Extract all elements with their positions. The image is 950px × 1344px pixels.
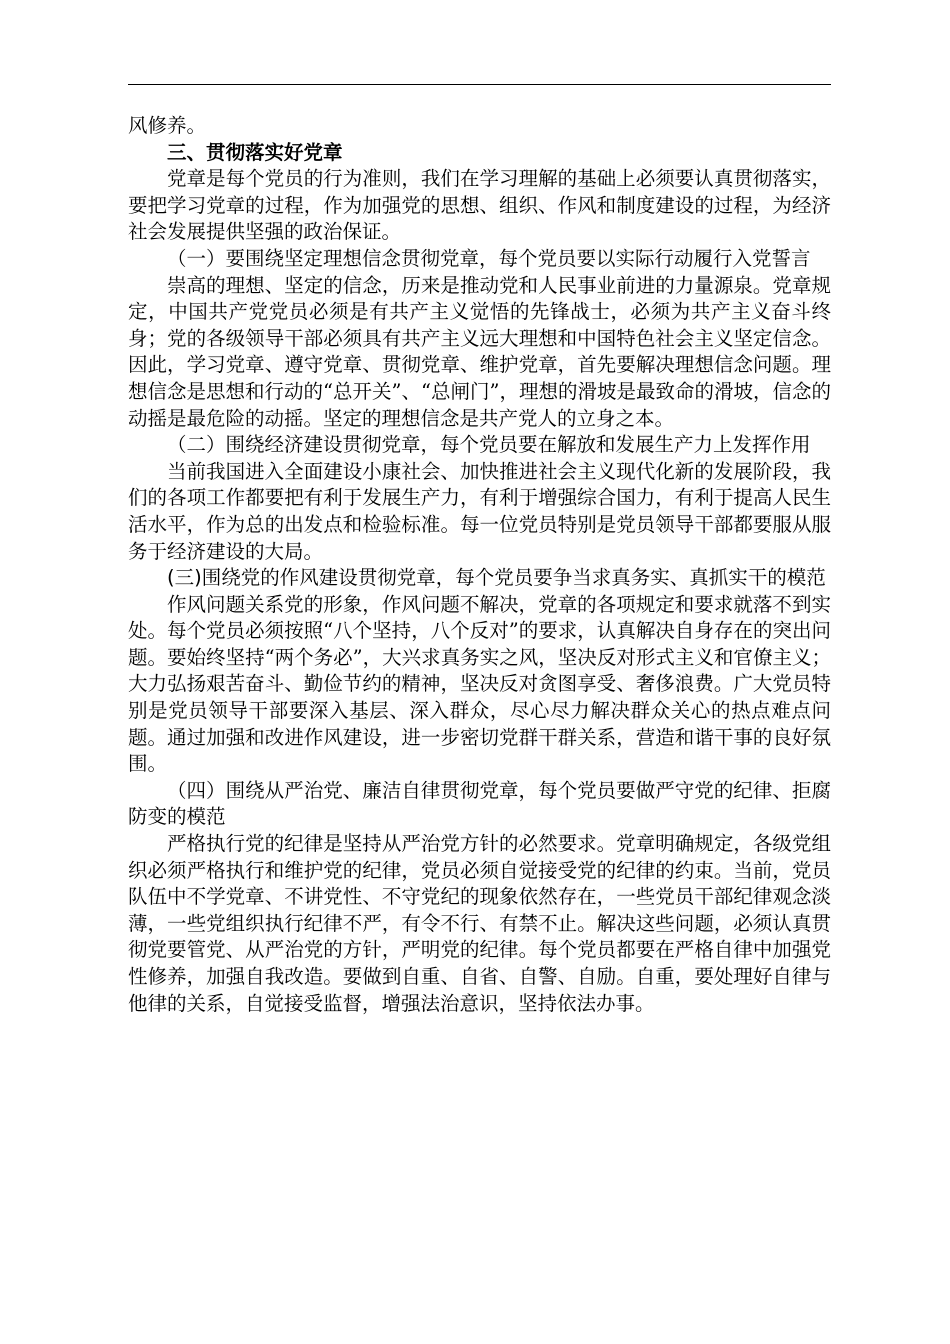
subsection-title-3: (三)围绕党的作风建设贯彻党章，每个党员要争当求真务实、真抓实干的模范 — [167, 566, 826, 590]
subsection-body-3: 作风问题关系党的形象，作风问题不解决，党章的各项规定和要求就落不到实处。每个党员必须按照“八个坚持，八个反对”的要求，认真解决自身存在的突出问题。要始终坚持“两个务必”，大兴求真务实之风，坚决反对形式主义和官僚主义；大力弘扬艰苦奋斗、勤俭节约的精神，坚决反对贪图享受、奢侈浪费。广大党员特别是党员领导干部要深入基层、深入群众，尽心尽力解决群众关心的热点难点问题。通过加强和改进作风建设，进一步密切党群干群关系，营造和谐干事的良好氛围。 — [128, 592, 831, 776]
subsection-title-4: （四）围绕从严治党、廉洁自律贯彻党章，每个党员要做严守党的纪律、拒腐防变的模范 — [128, 778, 831, 829]
subsection-body-2: 当前我国进入全面建设小康社会、加快推进社会主义现代化新的发展阶段，我们的各项工作都要把有利于发展生产力，有利于增强综合国力，有利于提高人民生活水平，作为总的出发点和检验标准。每一位党员特别是党员领导干部都要服从服务于经济建设的大局。 — [128, 459, 831, 563]
subsection-body-1: 崇高的理想、坚定的信念，历来是推动党和人民事业前进的力量源泉。党章规定，中国共产党党员必须是有共产主义觉悟的先锋战士，必须为共产主义奋斗终身；党的各级领导干部必须具有共产主义远大理想和中国特色社会主义坚定信念。因此，学习党章、遵守党章、贯彻党章、维护党章，首先要解决理想信念问题。理想信念是思想和行动的“总开关”、“总闸门”，理想的滑坡是最致命的滑坡，信念的动摇是最危险的动摇。坚定的理想信念是共产党人的立身之本。 — [128, 273, 831, 430]
section-title: 三、贯彻落实好党章 — [167, 140, 343, 164]
header-rule — [128, 84, 831, 85]
subsection-title-1: （一）要围绕坚定理想信念贯彻党章，每个党员要以实际行动履行入党誓言 — [167, 246, 811, 270]
subsection-body-4: 严格执行党的纪律是坚持从严治党方针的必然要求。党章明确规定，各级党组织必须严格执行和维护党的纪律，党员必须自觉接受党的纪律的约束。当前，党员队伍中不学党章、不讲党性、不守党纪的现象依然存在，一些党员干部纪律观念淡薄，一些党组织执行纪律不严，有令不行、有禁不止。解决这些问题，必须认真贯彻党要管党、从严治党的方针，严明党的纪律。每个党员都要在严格自律中加强党性修养，加强自我改造。要做到自重、自省、自警、自励。自重，要处理好自律与他律的关系，自觉接受监督，增强法治意识，坚持依法办事。 — [128, 832, 831, 1015]
document-body — [128, 113, 831, 1017]
subsection-title-2: （二）围绕经济建设贯彻党章，每个党员要在解放和发展生产力上发挥作用 — [167, 433, 811, 457]
carry-over-text: 风修养。 — [128, 114, 207, 137]
section-intro: 党章是每个党员的行为准则，我们在学习理解的基础上必须要认真贯彻落实，要把学习党章的过程，作为加强党的思想、组织、作风和制度建设的过程，为经济社会发展提供坚强的政治保证。 — [128, 167, 831, 244]
